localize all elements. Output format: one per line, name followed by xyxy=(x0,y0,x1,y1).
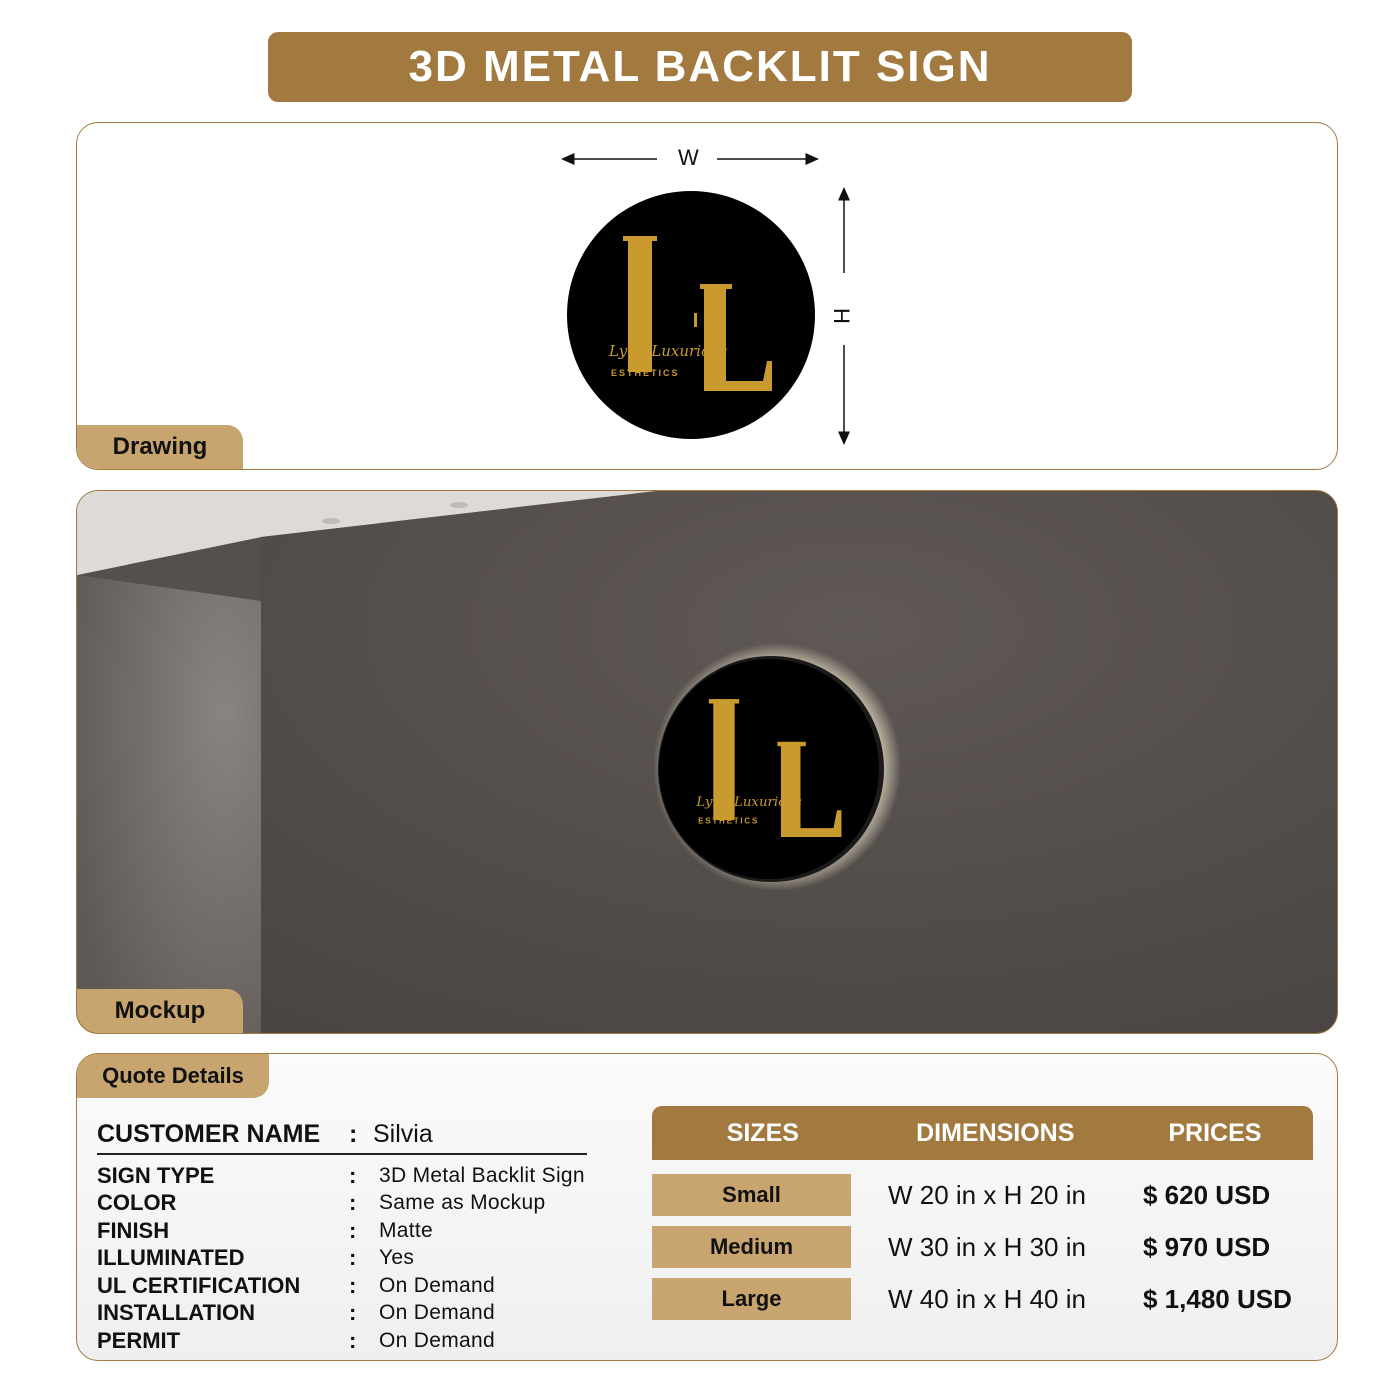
spec-value: 3D Metal Backlit Sign xyxy=(379,1163,585,1187)
spec-colon: : xyxy=(349,1327,357,1353)
mockup-logo-script: Lynn Luxurious xyxy=(696,794,802,810)
price-table-header xyxy=(652,1106,1313,1160)
spec-value: On Demand xyxy=(379,1328,495,1352)
spec-colon: : xyxy=(349,1272,357,1298)
drawing-tab: Drawing xyxy=(77,425,243,469)
customer-name-value: Silvia xyxy=(373,1120,433,1148)
size-label: Medium xyxy=(652,1226,851,1268)
spec-row-color xyxy=(97,1190,657,1218)
spec-label: COLOR xyxy=(97,1190,177,1216)
spec-label: INSTALLATION xyxy=(97,1300,256,1326)
size-row-small xyxy=(652,1174,1313,1216)
spec-row-permit xyxy=(97,1327,657,1355)
spec-colon: : xyxy=(349,1162,357,1188)
size-row-medium xyxy=(652,1226,1313,1268)
page-title: 3D METAL BACKLIT SIGN xyxy=(268,32,1132,102)
spec-colon: : xyxy=(349,1300,357,1326)
header-prices: PRICES xyxy=(1168,1118,1262,1147)
dimensions-value: W 40 in x H 40 in xyxy=(888,1283,1086,1314)
spec-label: ILLUMINATED xyxy=(97,1245,245,1271)
spec-colon: : xyxy=(349,1245,357,1271)
spec-label: FINISH xyxy=(97,1217,170,1243)
spec-row-finish xyxy=(97,1217,657,1245)
spec-value: Yes xyxy=(379,1246,415,1270)
logo-sub-text: ESTHETICS xyxy=(611,368,680,378)
size-label: Small xyxy=(652,1174,851,1216)
mockup-logo-sub: ESTHETICS xyxy=(698,816,760,826)
size-label: Large xyxy=(652,1278,851,1320)
width-label: W xyxy=(678,145,699,170)
size-row-large xyxy=(652,1278,1313,1320)
dimensions-value: W 20 in x H 20 in xyxy=(888,1179,1086,1210)
header-dimensions: DIMENSIONS xyxy=(916,1118,1075,1147)
logo-script-text: Lynn Luxurious xyxy=(609,342,728,360)
spec-row-ul-certification xyxy=(97,1272,657,1300)
spec-list xyxy=(97,1162,657,1355)
price-value: $ 970 USD xyxy=(1143,1231,1271,1262)
drawing-panel xyxy=(76,122,1338,470)
mockup-panel xyxy=(76,490,1338,1034)
quote-panel xyxy=(76,1053,1338,1361)
height-label: H xyxy=(828,308,854,324)
sign-drawing xyxy=(567,191,815,439)
spec-colon: : xyxy=(349,1190,357,1216)
dimensions-value: W 30 in x H 30 in xyxy=(888,1231,1086,1262)
spec-value: On Demand xyxy=(379,1273,495,1297)
header-sizes: SIZES xyxy=(726,1118,799,1147)
customer-colon: : xyxy=(349,1120,358,1148)
spec-label: SIGN TYPE xyxy=(97,1162,215,1188)
quote-details-tab: Quote Details xyxy=(77,1054,269,1098)
mockup-tab: Mockup xyxy=(77,989,243,1033)
price-value: $ 1,480 USD xyxy=(1143,1283,1292,1314)
spec-label: UL CERTIFICATION xyxy=(97,1272,301,1298)
price-value: $ 620 USD xyxy=(1143,1179,1271,1210)
spec-value: On Demand xyxy=(379,1301,495,1325)
customer-name-label: CUSTOMER NAME xyxy=(97,1120,321,1148)
spec-row-illuminated xyxy=(97,1245,657,1273)
spec-row-installation xyxy=(97,1300,657,1328)
customer-name-row xyxy=(97,1120,587,1155)
mockup-scene xyxy=(77,491,1338,1034)
spec-value: Same as Mockup xyxy=(379,1191,546,1215)
spec-value: Matte xyxy=(379,1218,434,1242)
spec-row-sign-type xyxy=(97,1162,657,1190)
spec-label: PERMIT xyxy=(97,1327,181,1353)
spec-colon: : xyxy=(349,1217,357,1243)
